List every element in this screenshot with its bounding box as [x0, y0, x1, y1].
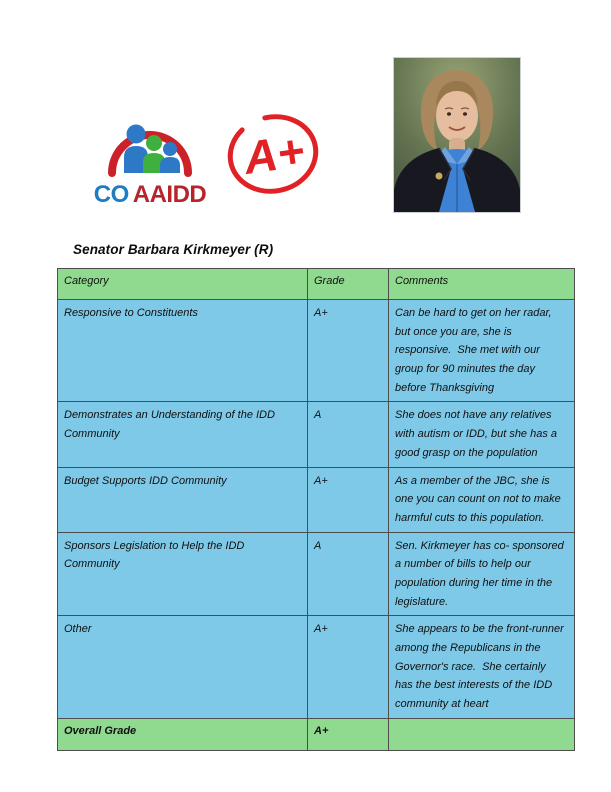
column-header-category: Category: [58, 269, 308, 300]
category-cell: Sponsors Legislation to Help the IDD Community: [58, 532, 308, 616]
coaaidd-people-arch-icon: [104, 110, 196, 180]
page-title: Senator Barbara Kirkmeyer (R): [73, 242, 274, 257]
category-cell: Responsive to Constituents: [58, 300, 308, 402]
grades-table: [57, 268, 575, 751]
table-row-legislation: [58, 532, 575, 616]
table-row-overall-grade: [58, 718, 575, 750]
coaaidd-co-text: CO: [93, 181, 129, 208]
overall-grade-value: A+: [308, 718, 389, 750]
comments-cell: Can be hard to get on her radar, but once you are, she is responsive. She met with our group for 90 minutes the day before Thanksgiving: [389, 300, 575, 402]
grade-cell: A: [308, 402, 389, 467]
senator-portrait-image: [394, 58, 520, 212]
comments-cell: She appears to be the front-runner among the Republicans in the Governor's race. She certainly has the best interests of the IDD community at heart: [389, 616, 575, 718]
comments-cell: As a member of the JBC, she is one you can count on not to make harmful cuts to this population.: [389, 467, 575, 532]
comments-cell: Sen. Kirkmeyer has co- sponsored a number of bills to help our population during her time in the legislature.: [389, 532, 575, 616]
grade-cell: A+: [308, 467, 389, 532]
coaaidd-logo: [84, 110, 216, 207]
coaaidd-aaidd-text: AAIDD: [132, 181, 207, 208]
column-header-comments: Comments: [389, 269, 575, 300]
table-row-budget: [58, 467, 575, 532]
coaaidd-logo-text: [84, 183, 216, 207]
grade-cell: A+: [308, 300, 389, 402]
overall-grade-label: Overall Grade: [58, 718, 308, 750]
grade-cell: A: [308, 532, 389, 616]
table-header-row: [58, 269, 575, 300]
comments-cell: She does not have any relatives with autism or IDD, but she has a good grasp on the population: [389, 402, 575, 467]
table-row-understanding: [58, 402, 575, 467]
grade-badge: [226, 111, 322, 197]
column-header-grade: Grade: [308, 269, 389, 300]
a-plus-circle-icon: [226, 111, 322, 197]
grade-cell: A+: [308, 616, 389, 718]
table-row-responsive: [58, 300, 575, 402]
category-cell: Demonstrates an Understanding of the IDD Community: [58, 402, 308, 467]
category-cell: Other: [58, 616, 308, 718]
portrait-photo: [393, 57, 521, 213]
grade-badge-text: A+: [240, 124, 308, 184]
table-row-other: [58, 616, 575, 718]
overall-grade-comments: [389, 718, 575, 750]
category-cell: Budget Supports IDD Community: [58, 467, 308, 532]
